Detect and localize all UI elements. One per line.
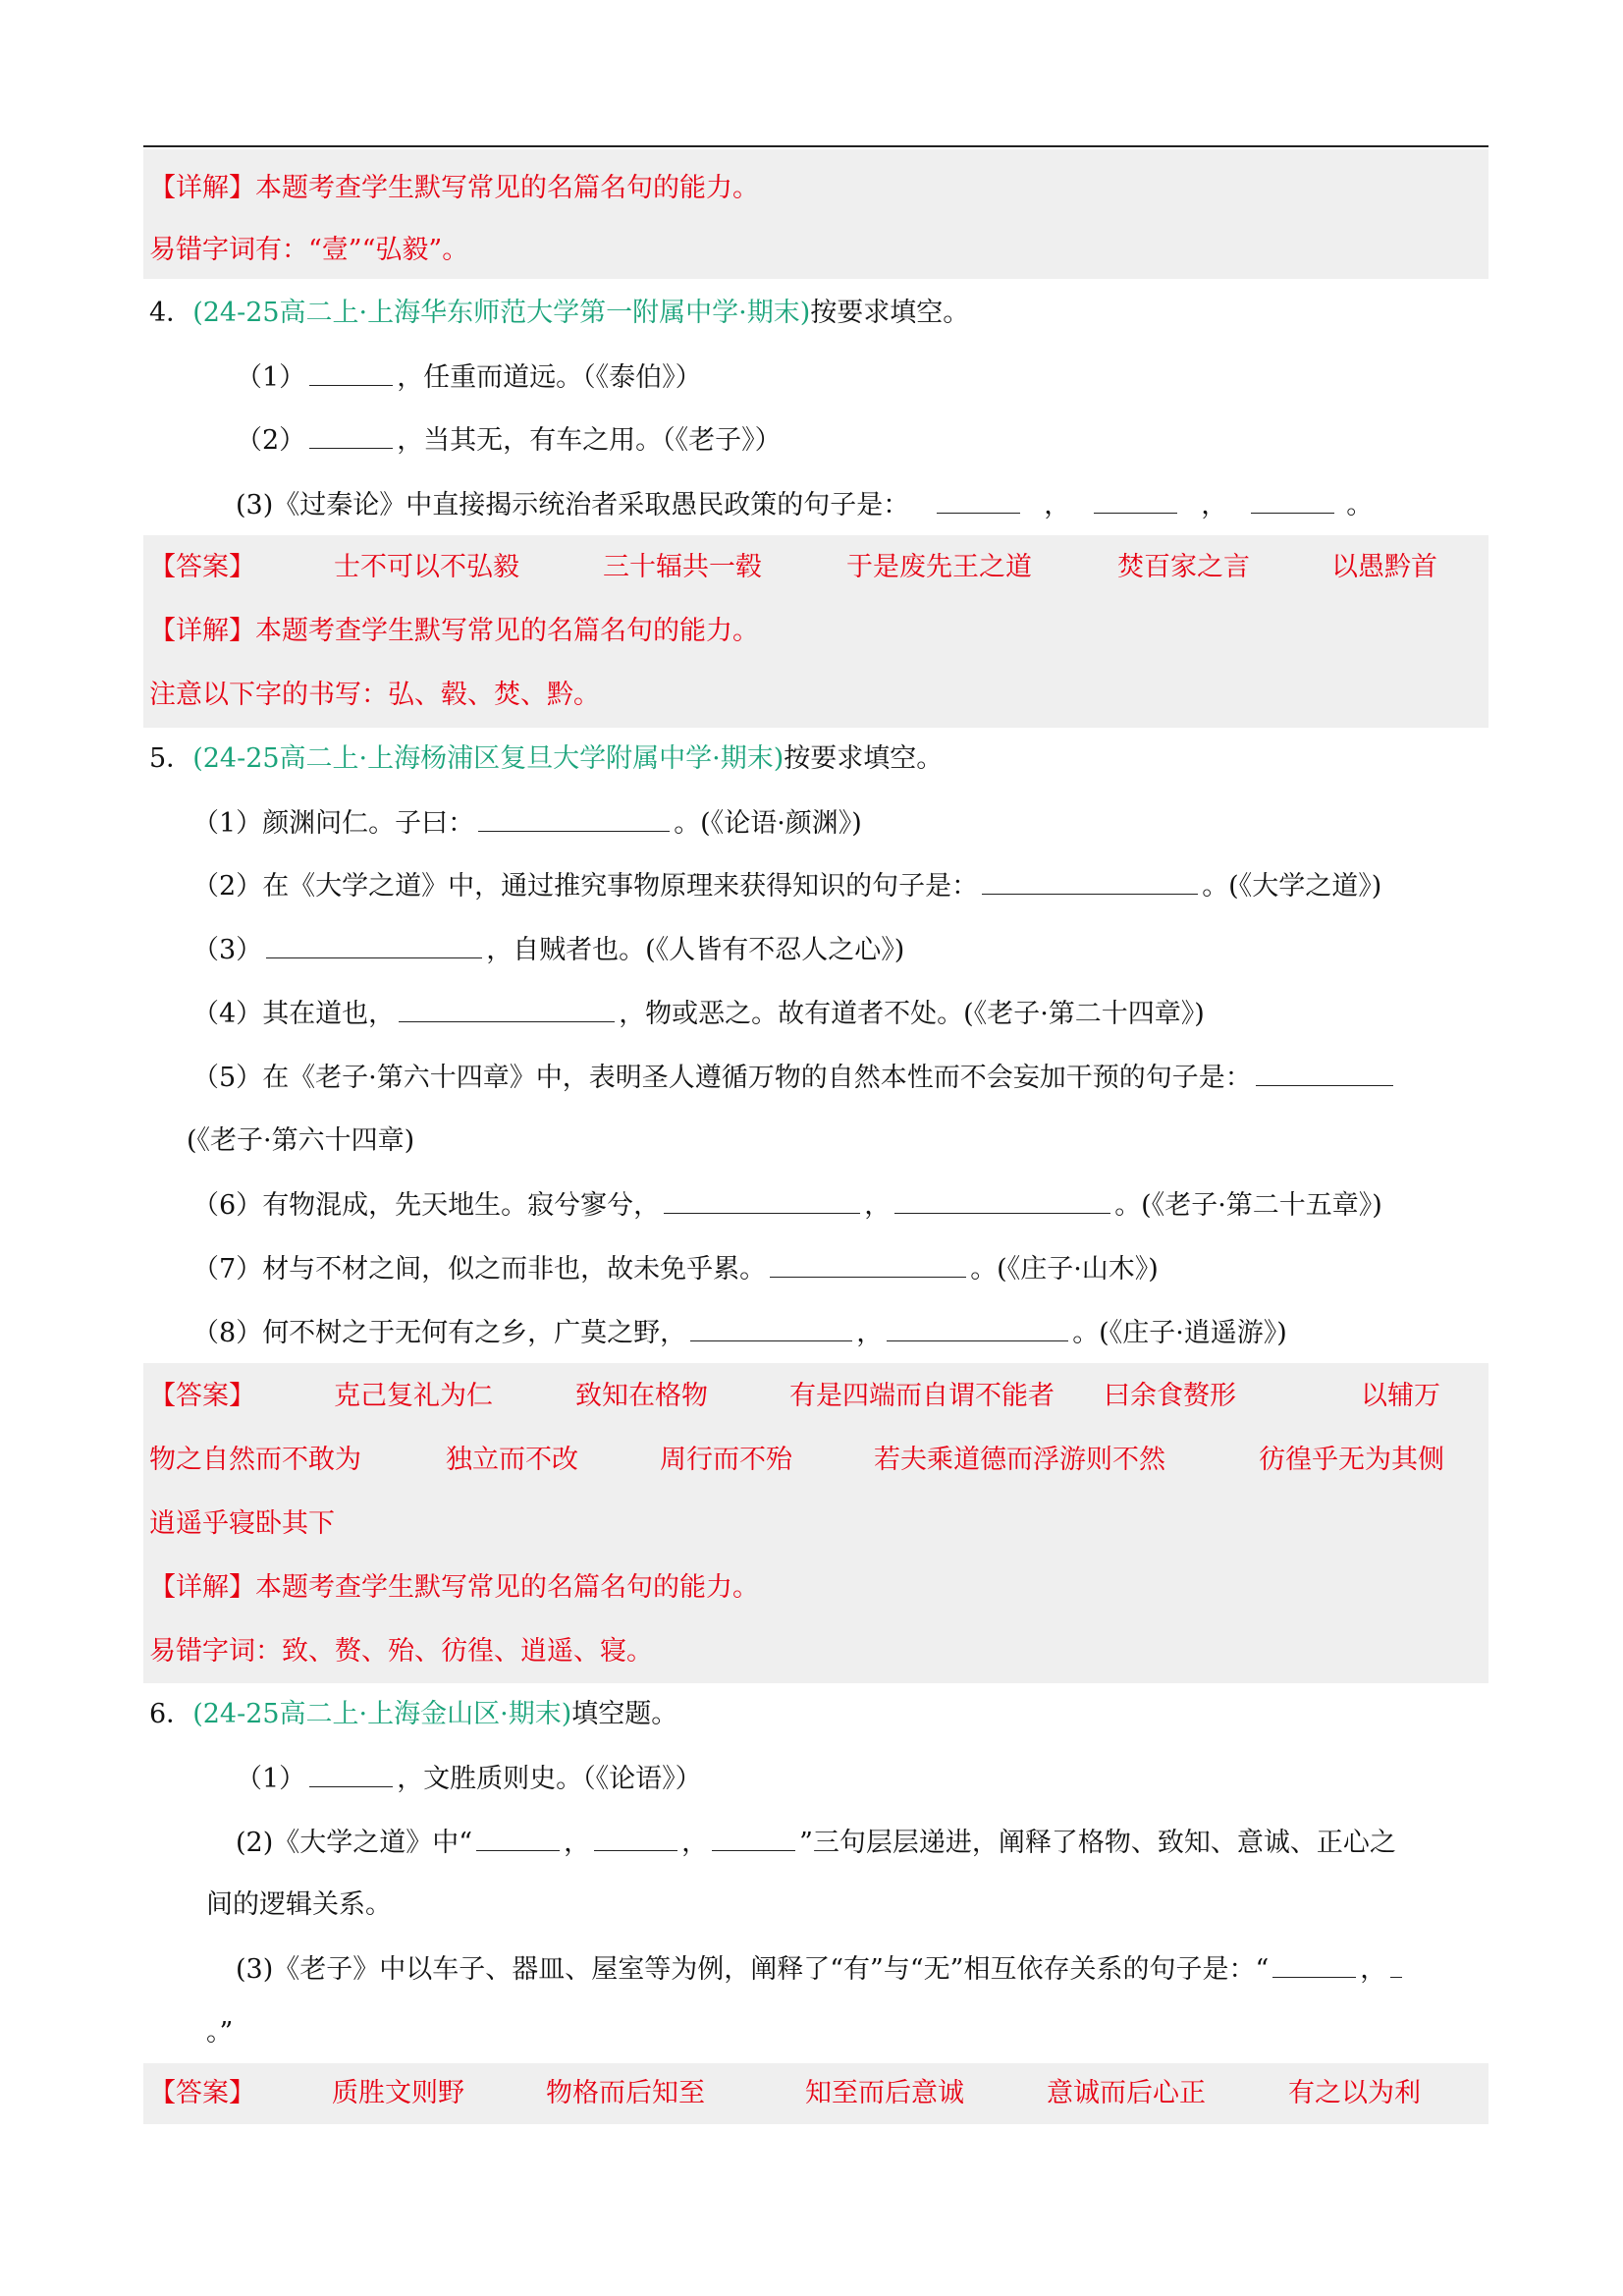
q5-item-7: （7）材与不材之间，似之而非也，故未免乎累。 。(《庄子·山木》)	[192, 1249, 1159, 1288]
q5-answer-4: 曰余食赘形	[1104, 1381, 1236, 1411]
q6-answer-tag: 【答案】	[149, 2078, 255, 2108]
q5-item-5-cont: (《老子·第六十四章)	[187, 1125, 415, 1156]
q4-explain-line: 【详解】本题考查学生默写常见的名篇名句的能力。	[149, 616, 759, 646]
q4-item-3: (3)《过秦论》中直接揭示统治者采取愚民政策的句子是： ， ， 。	[236, 485, 1373, 524]
q5-explain-line: 【详解】本题考查学生默写常见的名篇名句的能力。	[149, 1572, 759, 1603]
blank[interactable]	[690, 1313, 852, 1341]
blank[interactable]	[1094, 485, 1177, 514]
q4-heading: 4．(24-25高二上·上海华东师范大学第一附属中学·期末)按要求填空。	[149, 298, 970, 328]
q6-source: (24-25高二上·上海金山区·期末)	[192, 1699, 572, 1729]
q5-item-8: （8）何不树之于无何有之乡，广莫之野， ， 。(《庄子·逍遥游》)	[192, 1313, 1287, 1352]
q4-answer-1: 士不可以不弘毅	[334, 552, 519, 582]
q5-answer-7: 周行而不殆	[660, 1445, 792, 1475]
q5-item-6: （6）有物混成，先天地生。寂兮寥兮， ， 。(《老子·第二十五章》)	[192, 1185, 1382, 1225]
q4-item-2: （2） ，当其无，有车之用。（《老子》）	[236, 420, 782, 460]
q6-item-3: (3)《老子》中以车子、器皿、屋室等为例，阐释了“有”与“无”相互依存关系的句子是：“ ，	[236, 1949, 1406, 1989]
q6-answer-3: 知至而后意诚	[805, 2078, 964, 2108]
q5-answer-1: 克己复礼为仁	[334, 1381, 493, 1411]
q6-item-2-cont: 间的逻辑关系。	[206, 1889, 392, 1920]
blank[interactable]	[399, 994, 615, 1022]
q5-item-3: （3） ，自贼者也。(《人皆有不忍人之心》)	[192, 930, 904, 969]
blank[interactable]	[478, 803, 670, 832]
blank[interactable]	[770, 1249, 966, 1278]
q4-item-1: （1） ，任重而道远。（《泰伯》）	[236, 357, 702, 397]
top-explain-line: 【详解】本题考查学生默写常见的名篇名句的能力。	[149, 173, 759, 203]
blank[interactable]	[1256, 1058, 1393, 1086]
q5-source: (24-25高二上·上海杨浦区复旦大学附属中学·期末)	[192, 743, 784, 774]
blank[interactable]	[594, 1823, 677, 1851]
q6-item-1: （1） ，文胜质则史。（《论语》）	[236, 1759, 702, 1798]
top-explain-note: 易错字词有：“壹”“弘毅”。	[149, 235, 469, 265]
header-rule	[143, 145, 1488, 147]
q6-item-2: (2)《大学之道》中“ ， ， ”三句层层递进，阐释了格物、致知、意诚、正心之	[236, 1823, 1396, 1862]
blank[interactable]	[309, 1759, 393, 1787]
q6-answer-4: 意诚而后心正	[1047, 2078, 1206, 2108]
q4-answer-tag: 【答案】	[149, 552, 255, 582]
blank[interactable]	[309, 420, 393, 449]
blank[interactable]	[982, 866, 1198, 895]
blank[interactable]	[1272, 1949, 1356, 1978]
q4-answer-3: 于是废先王之道	[846, 552, 1032, 582]
q4-answer-5: 以愚黔首	[1331, 552, 1437, 582]
blank[interactable]	[664, 1185, 860, 1214]
blank[interactable]	[887, 1313, 1068, 1341]
q5-item-5: （5）在《老子·第六十四章》中，表明圣人遵循万物的自然本性而不会妄加干预的句子是：	[192, 1058, 1397, 1097]
q4-explain-note: 注意以下字的书写：弘、毂、焚、黔。	[149, 680, 600, 710]
blank[interactable]	[476, 1823, 560, 1851]
q4-source: (24-25高二上·上海华东师范大学第一附属中学·期末)	[192, 298, 811, 328]
blank[interactable]	[894, 1185, 1110, 1214]
q6-heading: 6．(24-25高二上·上海金山区·期末)填空题。	[149, 1699, 678, 1729]
blank[interactable]	[266, 930, 482, 958]
q5-answer-9: 彷徨乎无为其侧	[1259, 1445, 1444, 1475]
blank[interactable]	[1251, 485, 1334, 514]
q5-explain-note: 易错字词：致、赘、殆、彷徨、逍遥、寝。	[149, 1636, 653, 1667]
q6-item-3-cont: 。”	[206, 2017, 234, 2048]
q6-answer-1: 质胜文则野	[332, 2078, 464, 2108]
q5-item-1: （1）颜渊问仁。子曰： 。(《论语·颜渊》)	[192, 803, 862, 843]
q5-answer-3: 有是四端而自谓不能者	[789, 1381, 1055, 1411]
q4-answer-4: 焚百家之言	[1117, 552, 1250, 582]
blank[interactable]	[937, 485, 1020, 514]
q5-answer-9-cont: 逍遥乎寝卧其下	[149, 1508, 335, 1539]
q5-answer-5: 以辅万	[1361, 1381, 1440, 1411]
blank[interactable]	[712, 1823, 795, 1851]
q5-answer-5-cont: 物之自然而不敢为	[149, 1445, 361, 1475]
q5-item-4: （4）其在道也， ，物或恶之。故有道者不处。(《老子·第二十四章》)	[192, 994, 1205, 1033]
q6-answer-2: 物格而后知至	[546, 2078, 705, 2108]
q5-answer-2: 致知在格物	[575, 1381, 708, 1411]
q5-item-2: （2）在《大学之道》中，通过推究事物原理来获得知识的句子是： 。(《大学之道》)	[192, 866, 1381, 905]
q6-answer-5: 有之以为利	[1288, 2078, 1421, 2108]
q5-heading: 5．(24-25高二上·上海杨浦区复旦大学附属中学·期末)按要求填空。	[149, 743, 944, 774]
blank[interactable]	[1390, 1949, 1402, 1978]
q4-answer-2: 三十辐共一毂	[603, 552, 762, 582]
q5-answer-6: 独立而不改	[446, 1445, 578, 1475]
q5-answer-8: 若夫乘道德而浮游则不然	[874, 1445, 1165, 1475]
blank[interactable]	[309, 357, 393, 386]
q5-answer-tag: 【答案】	[149, 1381, 255, 1411]
